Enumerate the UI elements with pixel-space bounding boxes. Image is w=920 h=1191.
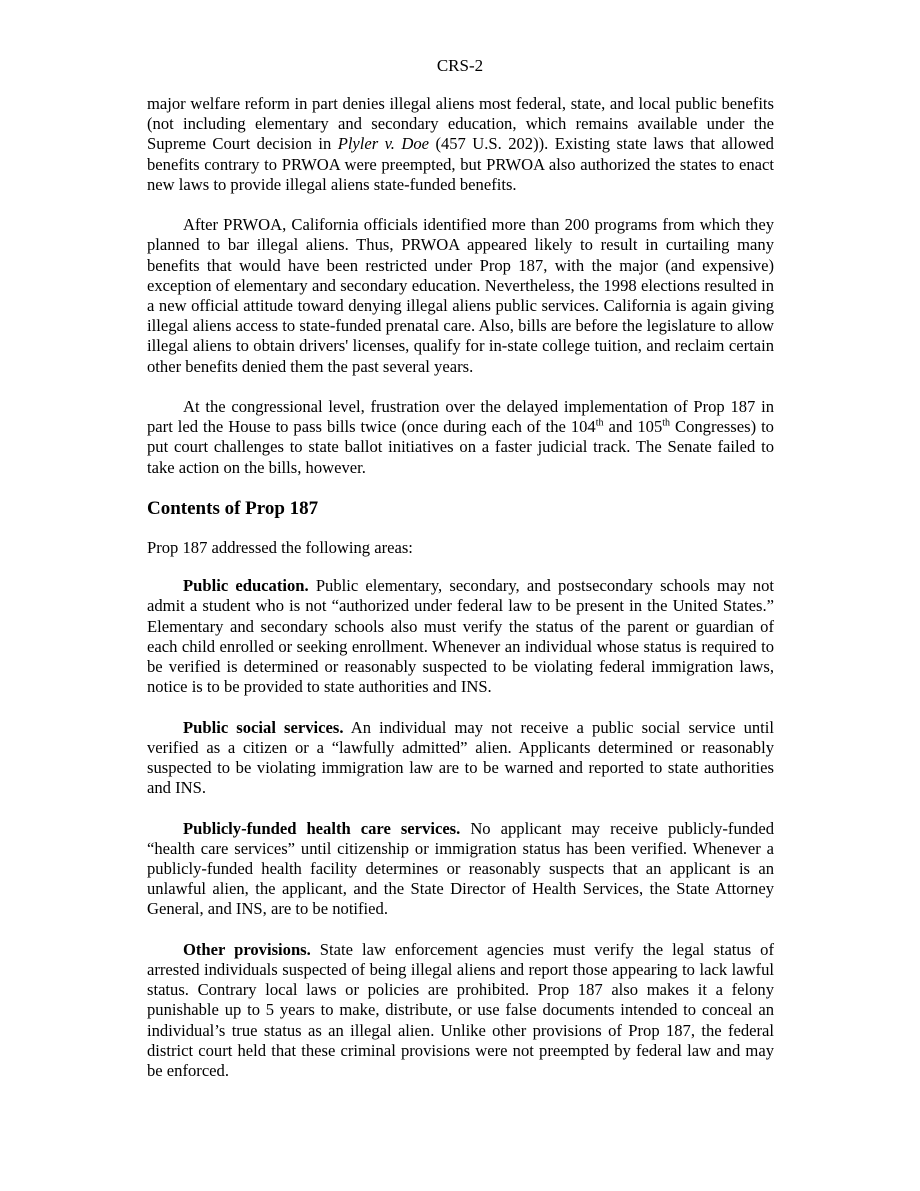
superscript: th <box>595 417 604 429</box>
item-text: An individual may not receive a public social service until verified as a citizen or a “lawfully admitted” alien. Applicants determined or reasonably suspected to be violating immigration law are to be warned and reported to state authorities and INS. <box>147 717 775 798</box>
item-health-care-services <box>147 819 774 920</box>
item-title: Public social services. <box>183 717 344 737</box>
paragraph-text: At the congressional level, frustration over the delayed implementation of Prop 187 in part led the House to pass bills twice (once during each of the 104 <box>147 397 774 437</box>
section-intro: Prop 187 addressed the following areas: <box>147 538 413 558</box>
paragraph-text: (457 U.S. 202)). Existing state laws that allowed benefits contrary to PRWOA were preempted, but PRWOA also authorized the states to enact new laws to provide illegal aliens state-funded benefits. <box>147 134 774 194</box>
item-public-education <box>147 576 774 697</box>
superscript: th <box>662 417 671 429</box>
paragraph-congressional-level <box>147 397 774 478</box>
document-body <box>147 94 774 1101</box>
item-text: Public elementary, secondary, and postsecondary schools may not admit a student who is not “authorized under federal law to be present in the United States.” Elementary and secondary schools also must verify the status of the parent or guardian of each child enrolled or seeking enrollment. Whenever an individual whose status is required to be verified is determined or reasonably suspected to be violating federal immigration laws, notice is to be provided to state authorities and INS. <box>147 576 775 697</box>
item-title: Public education. <box>183 576 309 596</box>
paragraph-california-officials: After PRWOA, California officials identified more than 200 programs from which they planned to bar illegal aliens. Thus, PRWOA appeared likely to result in curtailing many benefits that would have been restricted under Prop 187, with the major (and expensive) exception of elementary and secondary education. Nevertheless, the 1998 elections resulted in a new official attitude toward denying illegal aliens public services. California is again giving illegal aliens access to state-funded prenatal care. Also, bills are before the legislature to allow illegal aliens to obtain drivers' licenses, qualify for in-state college tuition, and reclaim certain other benefits denied them the past several years. <box>147 215 774 376</box>
item-text: No applicant may receive publicly-funded “health care services” until citizenship or immigration status has been verified. Whenever a publicly-funded health facility determines or reasonably suspects that an applicant is an unlawful alien, the applicant, and the State Director of Health Services, the State Attorney General, and INS, are to be notified. <box>147 818 774 919</box>
item-text: State law enforcement agencies must verify the legal status of arrested individuals suspected of being illegal aliens and report those appearing to lack lawful status. Contrary local laws or policies are prohibited. Prop 187 also makes it a felony punishable up to 5 years to make, distribute, or use false documents intended to conceal an individual’s true status as an illegal alien. Unlike other provisions of Prop 187, the federal district court held that these criminal provisions were not preempted by federal law and may be enforced. <box>147 939 774 1081</box>
paragraph-text: Congresses) to put court challenges to state ballot initiatives on a faster judicial track. The Senate failed to take action on the bills, however. <box>147 417 774 477</box>
paragraph-text: and 105 <box>603 417 663 437</box>
section-heading: Contents of Prop 187 <box>147 498 319 520</box>
item-public-social-services <box>147 718 774 799</box>
page-number: CRS-2 <box>436 56 484 75</box>
item-other-provisions <box>147 940 774 1081</box>
paragraph-text: major welfare reform in part denies illegal aliens most federal, state, and local public benefits (not including elementary and secondary education, which remains available under the Supreme Court decision in <box>147 94 774 154</box>
item-title: Publicly-funded health care services. <box>183 818 461 838</box>
paragraph-welfare-reform <box>147 94 774 195</box>
item-title: Other provisions. <box>183 939 311 959</box>
case-citation: Plyler v. Doe <box>337 134 430 154</box>
